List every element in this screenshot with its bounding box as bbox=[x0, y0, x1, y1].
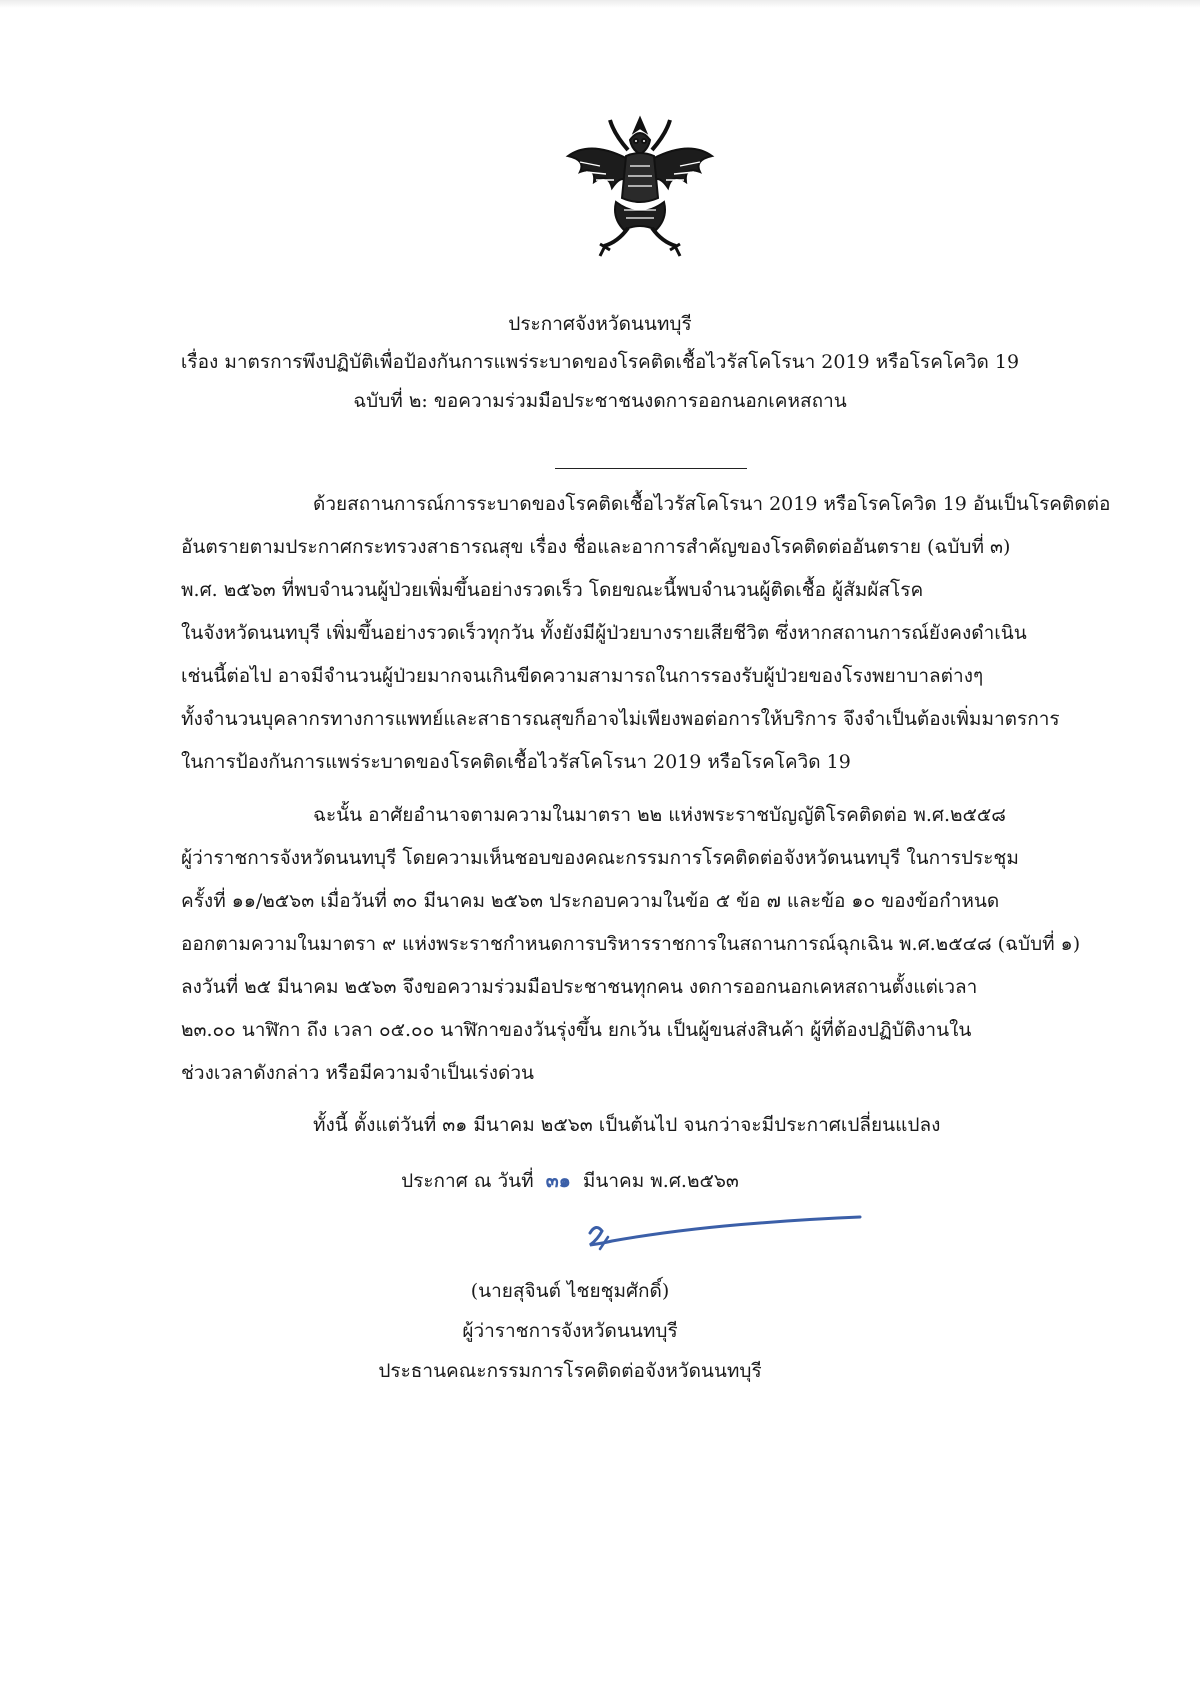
signature-icon bbox=[560, 1205, 880, 1275]
signatory-committee: ประธานคณะกรรมการโรคติดต่อจังหวัดนนทบุรี bbox=[378, 1360, 762, 1382]
signatory-name: (นายสุจินต์ ไชยชุมศักดิ์) bbox=[470, 1280, 670, 1302]
scan-edge bbox=[0, 0, 1200, 8]
text-line: ด้วยสถานการณ์การระบาดของโรคติดเชื้อไวรัสโคโรนา 2019 หรือโรคโควิด 19 อันเป็นโรคติดต่อ bbox=[313, 493, 1111, 515]
header-divider bbox=[555, 468, 747, 469]
text-line: อันตรายตามประกาศกระทรวงสาธารณสุข เรื่อง ชื่อและอาการสำคัญของโรคติดต่ออันตราย (ฉบับที่ ๓) bbox=[181, 536, 1011, 558]
text-line: ช่วงเวลาดังกล่าว หรือมีความจำเป็นเร่งด่วน bbox=[181, 1062, 535, 1084]
paragraph-3: ทั้งนี้ ตั้งแต่วันที่ ๓๑ มีนาคม ๒๕๖๓ เป็นต้นไป จนกว่าจะมีประกาศเปลี่ยนแปลง bbox=[313, 1114, 941, 1136]
text-line: ทั้งจำนวนบุคลากรทางการแพทย์และสาธารณสุขก็อาจไม่เพียงพอต่อการให้บริการ จึงจำเป็นต้องเพิ่มมาตรการ bbox=[181, 708, 1060, 730]
text-line: เช่นนี้ต่อไป อาจมีจำนวนผู้ป่วยมากจนเกินขีดความสามารถในการรองรับผู้ป่วยของโรงพยาบาลต่างๆ bbox=[181, 665, 984, 687]
date-suffix: มีนาคม พ.ศ.๒๕๖๓ bbox=[582, 1170, 739, 1192]
text-line: ๒๓.๐๐ นาฬิกา ถึง เวลา ๐๕.๐๐ นาฬิกาของวันรุ่งขึ้น ยกเว้น เป็นผู้ขนส่งสินค้า ผู้ที่ต้องปฏิบัติงานใน bbox=[181, 1019, 972, 1041]
signatory-position: ผู้ว่าราชการจังหวัดนนทบุรี bbox=[462, 1320, 678, 1342]
text-line: ลงวันที่ ๒๕ มีนาคม ๒๕๖๓ จึงขอความร่วมมือประชาชนทุกคน งดการออกนอกเคหสถานตั้งแต่เวลา bbox=[181, 976, 978, 998]
date-day: ๓๑ bbox=[545, 1170, 571, 1192]
text-line: ฉะนั้น อาศัยอำนาจตามความในมาตรา ๒๒ แห่งพระราชบัญญัติโรคติดต่อ พ.ศ.๒๕๕๘ bbox=[313, 804, 1006, 826]
garuda-emblem-icon bbox=[560, 110, 720, 260]
text-line: ออกตามความในมาตรา ๙ แห่งพระราชกำหนดการบริหารราชการในสถานการณ์ฉุกเฉิน พ.ศ.๒๕๔๘ (ฉบับที่ ๑) bbox=[181, 933, 1081, 955]
text-line: ครั้งที่ ๑๑/๒๕๖๓ เมื่อวันที่ ๓๐ มีนาคม ๒๕๖๓ ประกอบความในข้อ ๕ ข้อ ๗ และข้อ ๑๐ ของข้อกำหนด bbox=[181, 890, 1000, 912]
date-prefix: ประกาศ ณ วันที่ bbox=[401, 1170, 534, 1192]
text-line: ในจังหวัดนนทบุรี เพิ่มขึ้นอย่างรวดเร็วทุกวัน ทั้งยังมีผู้ป่วยบางรายเสียชีวิต ซึ่งหากสถานการณ์ยังคงดำเนิน bbox=[181, 622, 1027, 644]
text-line: ในการป้องกันการแพร่ระบาดของโรคติดเชื้อไวรัสโคโรนา 2019 หรือโรคโควิด 19 bbox=[181, 751, 851, 773]
announcement-date bbox=[0, 1168, 1170, 1194]
document-issue: ฉบับที่ ๒: ขอความร่วมมือประชาชนงดการออกนอกเคหสถาน bbox=[353, 390, 847, 412]
text-line: ผู้ว่าราชการจังหวัดนนทบุรี โดยความเห็นชอบของคณะกรรมการโรคติดต่อจังหวัดนนทบุรี ในการประชุม bbox=[181, 847, 1019, 869]
document-title: ประกาศจังหวัดนนทบุรี bbox=[508, 313, 692, 335]
text-line: พ.ศ. ๒๕๖๓ ที่พบจำนวนผู้ป่วยเพิ่มขึ้นอย่างรวดเร็ว โดยขณะนี้พบจำนวนผู้ติดเชื้อ ผู้สัมผัสโรค bbox=[181, 579, 924, 601]
document-subject: เรื่อง มาตรการพึงปฏิบัติเพื่อป้องกันการแพร่ระบาดของโรคติดเชื้อไวรัสโคโรนา 2019 หรือโรคโควิด 19 bbox=[180, 351, 1020, 373]
